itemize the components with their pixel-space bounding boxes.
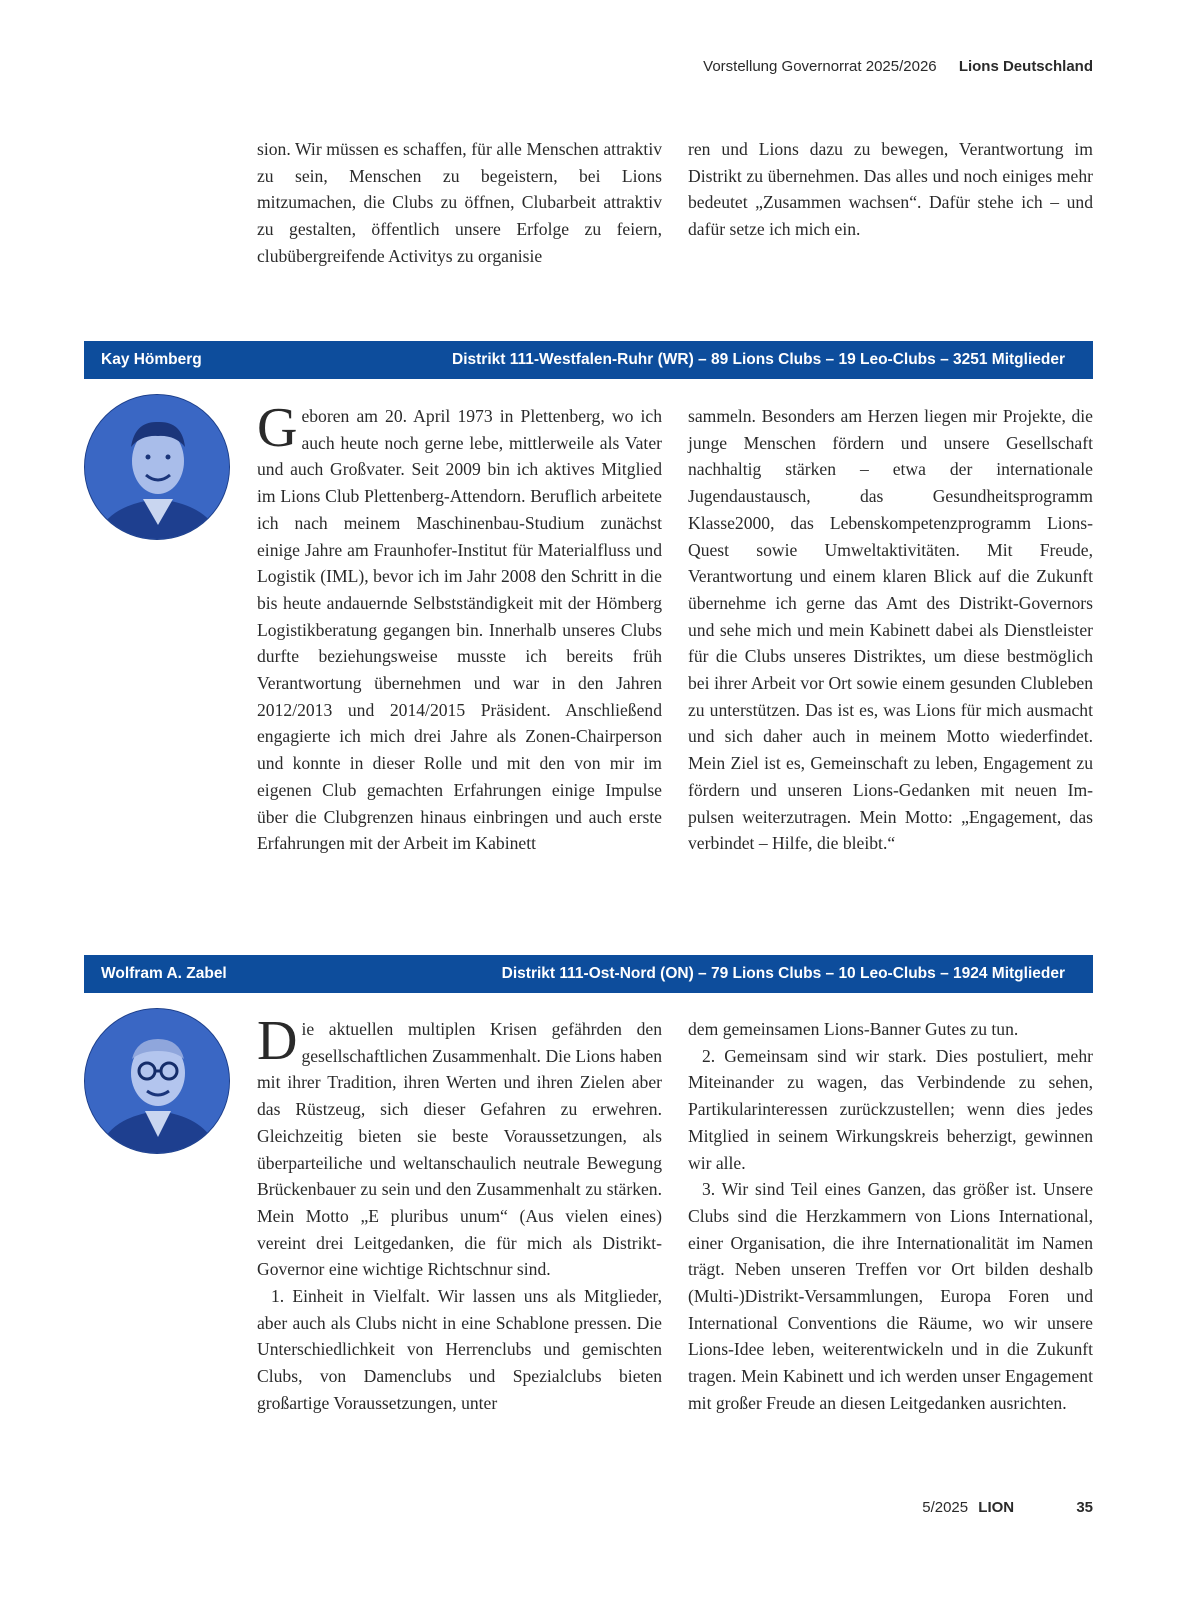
paragraph: ie aktuellen multiplen Krisen gefährden den gesellschaftlichen Zusammenhalt. Die Lions haben mit ihrer Tradition, ihren Werten und ihren Zielen aber das Rüstzeug, sich dieser Gefahren zu erwehren. Gleichzeitig bieten sie beste Voraussetzungen, als überparteiliche und weltanschaulich neutrale Bewegung Brückenbauer zu sein und den Zusammenhalt zu stärken. Mein Motto „E pluribus unum“ (Aus vielen eines) vereint drei Leitgedanken, die für mich als Distrikt-Governor eine wichtige Richtschnur sind. — [257, 1019, 662, 1280]
paragraph: 2. Gemeinsam sind wir stark. Dies postuliert, mehr Miteinander zu wagen, das Verbindende zu sehen, Partikularinteressen zurückzustellen; wenn dies jedes Mitglied in seinem Wirkungskreis beherzigt, gewinnen wir alle. — [688, 1045, 1093, 1173]
page-number: 35 — [1076, 1499, 1093, 1516]
paragraph: dem gemeinsamen Lions-Banner Gutes zu tun. — [688, 1019, 1019, 1039]
profile-right-column — [688, 1016, 1093, 1417]
drop-cap: D — [257, 1010, 298, 1072]
paragraph: 1. Einheit in Vielfalt. Wir lassen uns als Mitglieder, aber auch als Clubs nicht in eine Schablone pressen. Die Unterschiedlichkeit von Herrenclubs und gemischten Clubs, von Damenclubs und Spezialclubs bieten großartige Voraussetzungen, unter — [257, 1286, 662, 1413]
intro-left-column — [257, 136, 662, 270]
intro-right-text: ren und Lions dazu zu bewegen, Verantwortung im Distrikt zu übernehmen. Das alles und noch einiges mehr bedeutet „Zusammen wachsen“. Dafür stehe ich – und dafür setze ich mich ein. — [688, 139, 1093, 240]
intro-columns — [257, 136, 1093, 270]
profile-body — [257, 1010, 1093, 1417]
profile-left-column — [257, 397, 662, 857]
profile-name: Wolfram A. Zabel — [101, 965, 227, 982]
publication-name: Lions Deutschland — [958, 58, 1093, 75]
portrait-photo — [84, 1008, 230, 1154]
drop-cap: G — [257, 397, 298, 459]
profile-right-column — [688, 403, 1093, 857]
paragraph: eboren am 20. April 1973 in Plettenberg, wo ich auch heute noch gerne lebe, mittlerweile als Vater und auch Großvater. Seit 2009 bin ich aktives Mitglied im Lions Club Plettenberg-Attendorn. Beruflich arbeitete ich nach meinem Maschinenbau-Studium zunächst einige Jahre am Fraunhofer-Institut für Materialfluss und Logistik (IML), bevor ich im Jahr 2008 den Schritt in die bis heute andauernde Selbstständigkeit mit der Hömberg Logistikberatung gegangen bin. Innerhalb unseres Clubs durfte beziehungsweise musste ich bereits früh Verantwortung übernehmen und war in den Jahren 2012/2013 und 2014/2015 Präsident. Anschließend engagierte ich mich drei Jahre als Zonen-Chairperson und konnte in dieser Rolle und mit den von mir im eigenen Club gemachten Erfahrungen einige Impulse über die Clubgrenzen hinaus einbringen und auch erste Erfahrungen mit der Arbeit im Kabinett — [257, 406, 662, 854]
portrait-illustration — [85, 1009, 230, 1154]
profile-header-bar — [84, 341, 1093, 379]
intro-right-column — [688, 136, 1093, 270]
profile-body — [257, 397, 1093, 857]
district-info: Distrikt 111-Westfalen-Ruhr (WR) – 89 Lions Clubs – 19 Leo-Clubs – 3251 Mitglieder — [452, 351, 1065, 368]
page-footer — [922, 1499, 1093, 1516]
intro-left-text: sion. Wir müssen es schaffen, für alle Menschen attraktiv zu sein, Menschen zu begeistern, bei Lions mitzumachen, die Clubs zu öffnen, Clubarbeit attraktiv zu gestalten, öffentlich unsere Erfolge zu feiern, clubübergreifende Activitys zu organisie — [257, 139, 662, 266]
section-title: Vorstellung Governorrat 2025/2026 — [703, 58, 937, 75]
profile-name: Kay Hömberg — [101, 351, 202, 368]
district-info: Distrikt 111-Ost-Nord (ON) – 79 Lions Clubs – 10 Leo-Clubs – 1924 Mitglieder — [501, 965, 1065, 982]
issue-number: 5/2025 — [922, 1499, 969, 1516]
paragraph: sammeln. Besonders am Herzen liegen mir Projekte, die junge Menschen fördern und unsere Gesellschaft nachhaltig stärken – etwa der internationale Jugendaustausch, das Gesundheitsprogramm Klasse2000, das Lebenskompetenzprogramm Lions-Quest sowie Umweltaktivitäten. Mit Freude, Verantwortung und einem klaren Blick auf die Zukunft übernehme ich gerne das Amt des Distrikt-Governors und sehe mich und mein Kabinett dabei als Dienstleister für die Clubs unseres Distriktes, um diese bestmöglich bei ihrer Arbeit vor Ort sowie einem gesunden Clubleben zu unterstützen. Das ist es, was Lions für mich ausmacht und sich daher auch in meinem Motto wiederfindet. Mein Ziel ist es, Gemeinschaft zu leben, Engagement zu fördern und unseren Lions-Gedanken mit neuen Impulsen weiterzutragen. Mein Motto: „Engagement, das verbindet – Hilfe, die bleibt.“ — [688, 406, 1093, 854]
paragraph: 3. Wir sind Teil eines Ganzen, das größer ist. Unsere Clubs sind die Herzkammern von Lions International, einer Organisation, die ihre Internationalität im Namen trägt. Neben unseren Treffen vor Ort bilden deshalb (Multi-)Distrikt-Versammlungen, Europa Foren und International Conventions die Räume, wo wir unsere Lions-Idee leben, weiterentwickeln und in die Zukunft tragen. Mein Kabinett und ich werden unser Engagement mit großer Freude an diesen Leitgedanken ausrichten. — [688, 1179, 1093, 1413]
portrait-illustration — [85, 395, 230, 540]
portrait-photo — [84, 394, 230, 540]
running-head — [703, 58, 1093, 75]
profile-header-bar — [84, 955, 1093, 993]
magazine-name: LION — [978, 1499, 1015, 1516]
profile-left-column — [257, 1010, 662, 1417]
